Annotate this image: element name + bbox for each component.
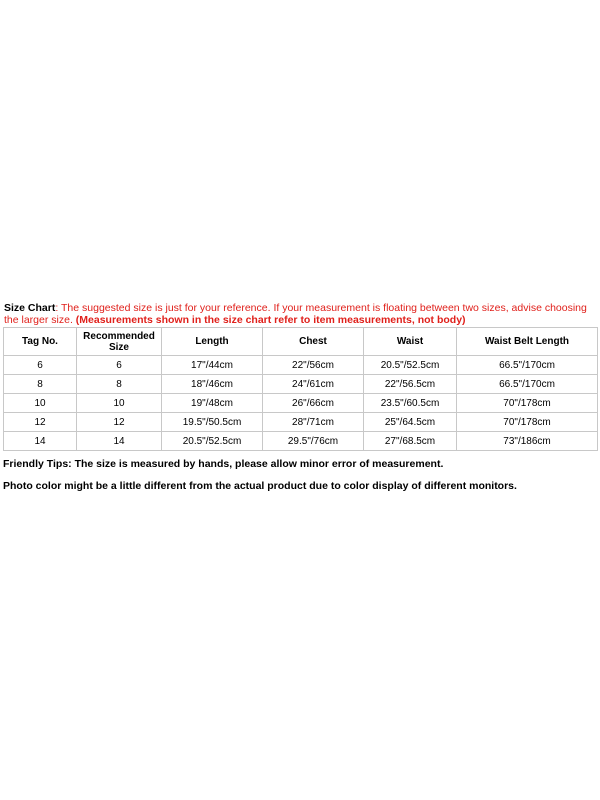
cell-waist-belt-length: 66.5"/170cm — [457, 356, 598, 375]
table-row — [4, 413, 598, 432]
cell-length: 19"/48cm — [162, 394, 263, 413]
table-row — [4, 432, 598, 451]
cell-recommended-size: 10 — [77, 394, 162, 413]
cell-recommended-size: 8 — [77, 375, 162, 394]
header-length: Length — [162, 328, 263, 356]
size-chart-colon: : — [55, 302, 59, 314]
cell-waist: 22"/56.5cm — [364, 375, 457, 394]
size-chart-note: The suggested size is just for your reference. If your measurement is floating between two sizes, advise choosing the larger size. — [4, 302, 587, 326]
photo-color-note: Photo color might be a little different from the actual product due to color display of different monitors. — [3, 480, 517, 492]
cell-waist-belt-length: 66.5"/170cm — [457, 375, 598, 394]
measurement-disclaimer: (Measurements shown in the size chart refer to item measurements, not body) — [72, 313, 466, 326]
header-waist-belt-length: Waist Belt Length — [457, 328, 598, 356]
cell-length: 17"/44cm — [162, 356, 263, 375]
size-chart-table — [3, 327, 598, 451]
cell-waist: 20.5"/52.5cm — [364, 356, 457, 375]
cell-chest: 22"/56cm — [263, 356, 364, 375]
cell-chest: 26"/66cm — [263, 394, 364, 413]
cell-length: 19.5"/50.5cm — [162, 413, 263, 432]
table-row — [4, 394, 598, 413]
table-row — [4, 356, 598, 375]
size-chart-label: Size Chart — [4, 302, 56, 314]
cell-chest: 29.5"/76cm — [263, 432, 364, 451]
cell-waist: 27"/68.5cm — [364, 432, 457, 451]
cell-recommended-size: 6 — [77, 356, 162, 375]
cell-chest: 28"/71cm — [263, 413, 364, 432]
cell-tag-no: 6 — [4, 356, 77, 375]
cell-recommended-size: 14 — [77, 432, 162, 451]
header-tag-no: Tag No. — [4, 328, 77, 356]
cell-waist: 23.5"/60.5cm — [364, 394, 457, 413]
table-row — [4, 375, 598, 394]
cell-waist-belt-length: 70"/178cm — [457, 413, 598, 432]
friendly-tips: Friendly Tips: The size is measured by hands, please allow minor error of measurement. — [3, 458, 444, 470]
cell-tag-no: 12 — [4, 413, 77, 432]
cell-waist: 25"/64.5cm — [364, 413, 457, 432]
cell-tag-no: 8 — [4, 375, 77, 394]
header-waist: Waist — [364, 328, 457, 356]
table-header-row — [4, 328, 598, 356]
cell-length: 20.5"/52.5cm — [162, 432, 263, 451]
header-chest: Chest — [263, 328, 364, 356]
cell-waist-belt-length: 70"/178cm — [457, 394, 598, 413]
cell-recommended-size: 12 — [77, 413, 162, 432]
cell-length: 18"/46cm — [162, 375, 263, 394]
cell-tag-no: 10 — [4, 394, 77, 413]
cell-chest: 24"/61cm — [263, 375, 364, 394]
cell-tag-no: 14 — [4, 432, 77, 451]
size-chart-intro — [4, 303, 596, 326]
header-recommended-size: Recommended Size — [77, 328, 162, 356]
cell-waist-belt-length: 73"/186cm — [457, 432, 598, 451]
